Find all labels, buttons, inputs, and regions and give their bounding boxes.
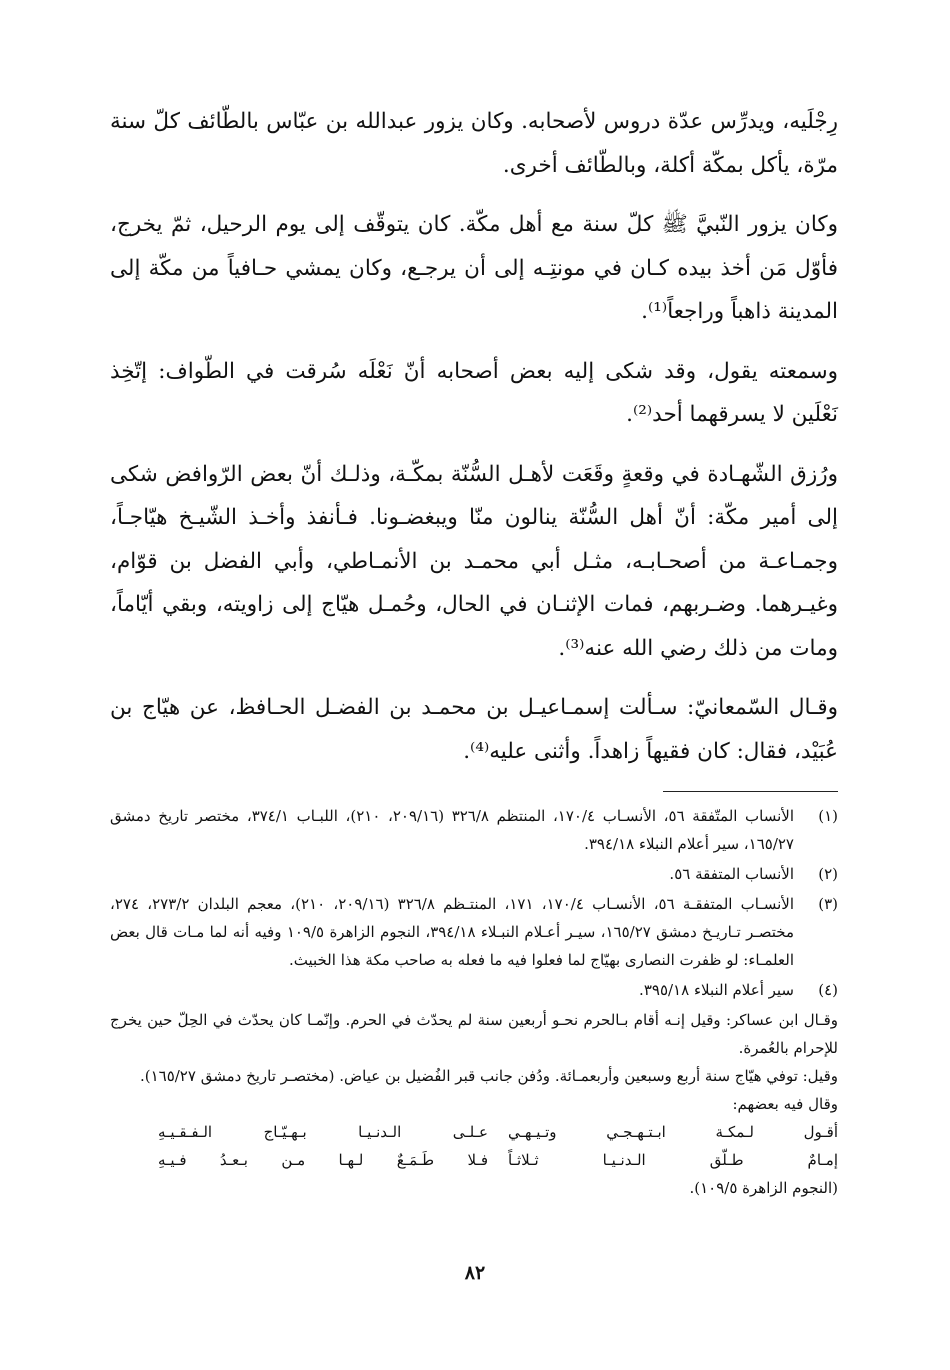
footnote-continuation: وقال فيه بعضهم: bbox=[732, 1095, 838, 1113]
body-paragraph: رِجْلَيه، ويدرِّس عدّة دروس لأصحابه. وكان يزور عبدالله بن عبّاس بالطّائف كلّ سنة مرّة، يأكل بمكّة أكلة، وبالطّائف أخرى. bbox=[110, 109, 838, 178]
footnote-separator bbox=[663, 791, 838, 792]
verse-first-hemistich: أقـول لـمكـة ابـتـهـجـي وتـيـهـي bbox=[508, 1123, 838, 1141]
body-paragraph: وسمعته يقول، وقد شكى إليه بعض أصحابه أنّ نَعْلَه سُرقت في الطّواف: إتّخِذ نَعْلَين لا يسرقهما أحد⁽²⁾. bbox=[110, 358, 838, 427]
footnote-item bbox=[110, 802, 838, 858]
footnote-text: الأنساب المتّفقة ٥٦، الأنسـاب ١٧٠/٤، المنتظم ٣٢٦/٨ (٢٠٩/١٦، ٢١٠)، اللبـاب ٣٧٤/١، مختصر تاريخ دمشق ١٦٥/٢٧، سير أعلام النبلاء ٣٩٤/١٨. bbox=[110, 807, 795, 853]
page-body bbox=[110, 100, 838, 1202]
footnote-item bbox=[110, 976, 838, 1004]
footnote-text: الأنساب المتفقة ٥٦. bbox=[669, 865, 794, 883]
footnote-item bbox=[110, 860, 838, 888]
footnote-item bbox=[110, 890, 838, 974]
body-paragraph: وكان يزور النّبيَّ ﷺ كلّ سنة مع أهل مكّة. كان يتوقّف إلى يوم الرحيل، ثمّ يخرج، فأوّل مَن أخذ بيده كـان في مونتِـه إلى أن يرجـع، وكان يمشي حـافياً من مكّة إلى المدينة ذاهباً وراجعاً⁽¹⁾. bbox=[110, 212, 838, 324]
footnote-number: (٢) bbox=[818, 865, 838, 883]
page-number: ٨٢ bbox=[464, 1262, 486, 1284]
footnote-continuation: وقيل: توفي هيّاج سنة أربع وسبعين وأربعمـائة. ودُفن جانب قبر الفُضيل بن عياض. (مختصـر تاريخ دمشق ١٦٥/٢٧). bbox=[139, 1067, 838, 1085]
footnotes bbox=[110, 802, 838, 1202]
footnote-number: (١) bbox=[818, 807, 838, 825]
poem-verse bbox=[158, 1146, 838, 1174]
verse-second-hemistich: عـلـى الـدنـيـا بـهـيّـاج الـفـقـيـهِ bbox=[158, 1123, 488, 1141]
footnote-text: الأنسـاب المتفقـة ٥٦، الأنسـاب ١٧٠/٤، ١٧١، المنتـظم ٣٢٦/٨ (٢٠٩/١٦، ٢١٠)، معجم البلدان ٢٧٣/٢، ٢٧٤، مختصـر تـاريـخ دمشق ١٦٥/٢٧، سيـر أعـلام النبـلاء ٣٩٤/١٨، النجوم الزاهرة ١٠٩/٥ وفيه أنه لما مـات قال بعض العلمـاء: لو ظفرت النصارى بهيّاج لما فعلوا فيه ما فعله به صاحب مكة هذا الخبيث. bbox=[110, 895, 795, 969]
body-paragraph: ورُزق الشّهـادة في وقعةٍ وقَعَت لأهـل السُّنّة بمكّـة، وذلـك أنّ بعض الرّوافض شكى إلى أمير مكّة: أنّ أهل السُّنّة ينالون منّا ويبغضـونا. فـأنفذ وأخـذ الشّيـخ هيّاجـاً، وجمـاعـة من أصحـابـه، مثـل أبي محمـد بن الأنمـاطي، وأبي الفضل بن قوّام، وغيـرهما. وضـربهم، فمات الإثنـان في الحال، وحُمـل هيّاج إلى زاويته، وبقي أيّاماً، ومات من ذلك رضي الله عنه⁽³⁾. bbox=[110, 461, 838, 661]
verse-source: (النجوم الزاهرة ١٠٩/٥). bbox=[689, 1179, 838, 1197]
verse-second-hemistich: فـلا طَـمَـعٌ لـهـا مـن بـعـدُ فـيـهِ bbox=[158, 1151, 488, 1169]
footnote-text: سير أعلام النبلاء ٣٩٥/١٨. bbox=[639, 981, 794, 999]
footnote-continuation: وقـال ابن عساكر: وقيل إنـه أقام بـالحرم نحـو أربعين سنة لم يحدّث في الحرم. وإنّمـا كان يحدّث في الحِلّ حين يخرج للإحرام بالعُمرة. bbox=[110, 1011, 838, 1057]
poem-verse bbox=[158, 1118, 838, 1146]
footnote-number: (٣) bbox=[818, 895, 838, 913]
footnote-number: (٤) bbox=[818, 981, 838, 999]
verse-first-hemistich: إمـامٌ طـلّق الـدنـيـا ثـلاثـاً bbox=[508, 1151, 838, 1169]
body-paragraph: وقـال السّمعانيّ: سـألت إسمـاعيـل بن محمـد بن الفضـل الحـافظ، عن هيّاج بن عُبَيْد، فقال: كان فقيهاً زاهداً. وأثنى عليه⁽⁴⁾. bbox=[110, 695, 838, 764]
